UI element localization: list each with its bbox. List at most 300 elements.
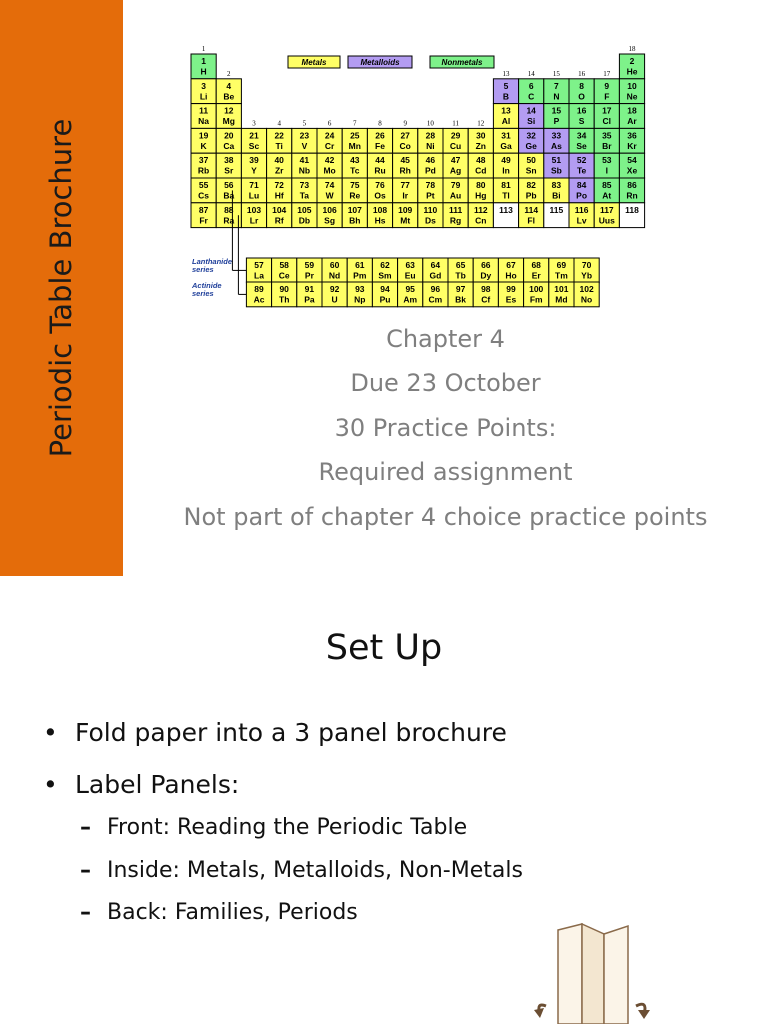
atomic-number: 64 [430,260,441,270]
element-symbol: Al [501,116,511,127]
element-cell [367,178,392,203]
element-cell [267,203,292,228]
element-cell [297,282,322,307]
element-symbol: Cf [481,294,491,305]
element-cell [393,128,418,153]
element-cell [619,203,644,228]
element-symbol: Fr [199,215,208,226]
element-cell [473,282,498,307]
element-symbol: Mt [400,215,411,226]
element-symbol: Zr [274,165,284,176]
element-symbol: Bk [455,294,467,305]
atomic-number: 6 [528,80,534,91]
element-cell [241,128,266,153]
element-symbol: Pa [304,294,315,305]
atomic-number: 58 [279,260,289,270]
element-symbol: Bi [552,190,561,201]
info-chapter: Chapter 4 [386,325,505,353]
element-cell [569,178,594,203]
element-cell [619,104,644,129]
bullet-text: Fold paper into a 3 panel brochure [75,718,507,747]
atomic-number: 50 [526,155,536,166]
info-due-date: Due 23 October [350,369,541,397]
element-cell [619,54,644,79]
element-cell [342,178,367,203]
element-cell [619,178,644,203]
atomic-number: 56 [224,180,234,190]
element-symbol: Cn [475,215,487,226]
element-symbol: Sn [525,165,537,176]
element-cell [393,178,418,203]
element-cell [367,128,392,153]
element-symbol: Zn [475,140,486,151]
atomic-number: 75 [350,180,360,190]
atomic-number: 65 [455,260,466,270]
element-cell [619,128,644,153]
element-symbol: He [626,66,638,77]
atomic-number: 14 [526,105,536,116]
atomic-number: 98 [481,284,491,294]
element-cell [241,153,266,178]
element-cell [367,203,392,228]
element-cell [292,153,317,178]
element-symbol: Nb [298,165,311,176]
atomic-number: 3 [201,80,206,91]
element-symbol: Ag [449,165,462,176]
sub-symbol: – [80,858,91,883]
atomic-number: 35 [602,130,612,141]
element-cell [367,153,392,178]
element-cell [468,128,493,153]
legend-label: Metals [301,58,327,67]
element-symbol: Se [576,140,587,151]
info-practice-points: 30 Practice Points: [334,414,557,442]
main-element-grid [191,54,645,228]
atomic-number: 12 [224,105,234,116]
element-cell [594,203,619,228]
group-number: 5 [302,119,307,128]
element-cell [246,258,271,283]
atomic-number: 26 [375,130,385,141]
element-cell [191,128,216,153]
atomic-number: 73 [299,180,310,190]
atomic-number: 112 [473,204,488,215]
element-cell [544,203,569,228]
atomic-number: 31 [501,130,511,141]
legend-item [348,56,412,68]
element-cell [594,79,619,104]
element-symbol: Lv [576,215,587,226]
group-number: 17 [603,69,611,78]
atomic-number: 103 [246,204,262,215]
element-cell [342,153,367,178]
element-symbol: K [200,140,207,151]
atomic-number: 53 [602,155,612,166]
atomic-number: 68 [531,260,541,270]
element-cell [493,203,518,228]
atomic-number: 109 [398,204,413,215]
element-cell [493,178,518,203]
element-cell [549,282,574,307]
group-number: 7 [353,119,357,128]
title-sidebar [0,0,123,576]
atomic-number: 4 [226,80,232,91]
element-cell [317,153,342,178]
element-cell [398,258,423,283]
element-cell [443,203,468,228]
element-cell [398,282,423,307]
bullet-item [43,718,507,747]
atomic-number: 43 [350,155,360,166]
element-symbol: Db [298,215,311,226]
element-symbol: Fl [527,215,535,226]
atomic-number: 39 [249,155,259,166]
atomic-number: 101 [554,284,569,294]
sub-text: Back: Families, Periods [107,900,358,925]
atomic-number: 84 [576,180,587,190]
element-cell [191,54,216,79]
element-cell [524,258,549,283]
atomic-number: 116 [574,204,589,215]
atomic-number: 81 [501,180,511,190]
bullet-text: Label Panels: [75,770,240,799]
element-cell [317,203,342,228]
atomic-number: 60 [329,260,340,270]
element-cell [493,153,518,178]
atomic-number: 69 [556,260,567,270]
element-cell [524,282,549,307]
atomic-number: 48 [476,155,486,166]
element-cell [594,128,619,153]
element-symbol: Ti [275,140,283,151]
element-cell [423,282,448,307]
element-symbol: O [578,91,585,102]
element-cell [544,104,569,129]
element-symbol: Cr [324,140,335,151]
atomic-number: 7 [554,80,559,91]
element-symbol: U [331,294,338,305]
element-symbol: Cs [198,190,210,201]
element-cell [216,128,241,153]
group-number: 14 [527,69,535,78]
element-symbol: Li [199,91,208,102]
info-not-part-of-choice: Not part of chapter 4 choice practice points [183,503,708,531]
atomic-number: 93 [355,284,365,294]
element-symbol: H [200,66,207,77]
bullet-symbol: • [43,718,58,747]
atomic-number: 105 [297,204,312,215]
element-symbol: Hs [374,215,386,226]
group-number: 4 [277,119,281,128]
atomic-number: 83 [551,180,562,190]
element-cell [519,104,544,129]
atomic-number: 52 [576,155,587,166]
trifold-brochure-icon [524,922,654,1024]
element-cell [372,282,397,307]
element-symbol: W [325,190,334,201]
element-cell [448,258,473,283]
element-symbol: Tl [502,190,510,201]
atomic-number: 33 [551,130,562,141]
element-symbol: Sb [550,165,562,176]
element-symbol: Ge [525,140,537,151]
atomic-number: 80 [476,180,486,190]
element-symbol: At [602,190,612,201]
legend [288,56,494,68]
element-symbol: In [502,165,510,176]
element-cell [519,153,544,178]
atomic-number: 113 [499,204,513,215]
element-symbol: Ds [424,215,436,226]
element-symbol: Cm [428,294,443,305]
element-cell [267,128,292,153]
element-symbol: Ru [374,165,386,176]
element-cell [418,203,443,228]
element-symbol: Xe [626,165,638,176]
element-symbol: Tb [455,270,466,281]
atomic-number: 82 [526,180,536,190]
element-symbol: Ne [626,91,638,102]
group-number: 11 [452,119,459,128]
element-cell [544,178,569,203]
legend-item [430,56,494,68]
legend-label: Nonmetals [441,58,483,67]
element-cell [292,178,317,203]
element-symbol: Pt [426,190,435,201]
atomic-number: 76 [375,180,385,190]
element-symbol: Tc [350,165,360,176]
element-cell [342,203,367,228]
element-cell [544,153,569,178]
element-cell [216,153,241,178]
element-symbol: Np [354,294,366,305]
element-cell [594,178,619,203]
sub-text: Front: Reading the Periodic Table [107,815,468,840]
atomic-number: 44 [375,155,385,166]
element-symbol: C [528,91,535,102]
atomic-number: 117 [599,204,614,215]
element-symbol: Pd [424,165,436,176]
element-cell [317,178,342,203]
element-cell [549,258,574,283]
atomic-number: 55 [198,180,209,190]
slide-set-up [0,600,768,1024]
atomic-number: 61 [355,260,365,270]
element-symbol: Bh [349,215,361,226]
element-symbol: Uus [598,215,615,226]
bullet-item [43,770,239,799]
atomic-number: 19 [198,130,209,141]
group-number: 2 [227,69,231,78]
element-symbol: Po [576,190,588,201]
element-cell [468,153,493,178]
info-required: Required assignment [318,458,573,486]
series-label: series [192,265,214,274]
element-symbol: Md [555,294,568,305]
element-cell [216,178,241,203]
atomic-number: 8 [579,80,584,91]
element-cell [191,153,216,178]
atomic-number: 96 [430,284,441,294]
element-cell [418,128,443,153]
element-symbol: Sg [324,215,336,226]
element-symbol: Ba [223,190,235,201]
atomic-number: 79 [450,180,461,190]
element-symbol: No [580,294,593,305]
element-symbol: Tm [555,270,568,281]
group-number: 3 [252,119,256,128]
f-block-grid [246,258,599,307]
group-number: 15 [552,69,560,78]
element-symbol: Sm [378,270,392,281]
element-symbol: Na [198,116,210,127]
atomic-number: 100 [529,284,544,294]
element-symbol: Th [279,294,290,305]
atomic-number: 40 [274,155,284,166]
element-symbol: Pu [379,294,391,305]
element-cell [216,203,241,228]
element-cell [594,104,619,129]
element-symbol: Br [602,140,612,151]
element-cell [493,79,518,104]
element-cell [267,178,292,203]
element-symbol: Gd [429,270,442,281]
atomic-number: 78 [425,180,436,190]
atomic-number: 25 [350,130,360,141]
atomic-number: 29 [450,130,461,141]
element-symbol: Fe [375,140,385,151]
element-symbol: Er [531,270,541,281]
atomic-number: 45 [400,155,410,166]
slide-title: Set Up [325,628,443,668]
element-symbol: N [553,91,560,102]
periodic-table-image [160,40,680,315]
element-cell [423,258,448,283]
element-symbol: Yb [581,270,593,281]
atomic-number: 16 [576,105,587,116]
atomic-number: 85 [602,180,612,190]
element-symbol: Eu [404,270,416,281]
atomic-number: 15 [551,105,562,116]
atomic-number: 57 [254,260,264,270]
atomic-number: 49 [501,155,511,166]
element-symbol: Rh [399,165,411,176]
element-cell [241,178,266,203]
atomic-number: 9 [604,80,610,91]
atomic-number: 41 [299,155,310,166]
atomic-number: 54 [627,155,637,166]
element-cell [272,258,297,283]
element-symbol: Mn [348,140,361,151]
element-cell [292,128,317,153]
group-number: 16 [578,69,586,78]
element-cell [569,203,594,228]
atomic-number: 97 [455,284,466,294]
element-symbol: Re [349,190,361,201]
element-cell [443,178,468,203]
element-symbol: Kr [627,140,637,151]
atomic-number: 13 [501,105,511,116]
series-label: Lanthanide [192,257,233,266]
element-cell [569,104,594,129]
group-number: 18 [628,45,636,53]
sub-symbol: – [80,815,91,840]
element-symbol: Te [576,165,587,176]
element-symbol: Pm [353,270,367,281]
element-cell [443,128,468,153]
element-cell [473,258,498,283]
group-number: 10 [426,119,434,128]
element-symbol: Rf [274,215,284,226]
atomic-number: 92 [329,284,340,294]
element-symbol: F [604,91,610,102]
group-number: 8 [378,119,382,128]
element-symbol: Am [403,294,418,305]
element-symbol: Be [223,91,235,102]
atomic-number: 46 [425,155,436,166]
element-symbol: Ra [223,215,235,226]
element-symbol: Ta [299,190,310,201]
element-symbol: Os [374,190,386,201]
element-symbol: Pr [304,270,314,281]
element-symbol: Rg [449,215,462,226]
element-symbol: Cu [449,140,462,151]
atomic-number: 70 [581,260,592,270]
bullet-symbol: • [43,770,58,799]
element-symbol: La [254,270,264,281]
element-symbol: Ni [426,140,435,151]
atomic-number: 67 [506,260,516,270]
element-cell [544,128,569,153]
atomic-number: 51 [551,155,562,166]
atomic-number: 90 [279,284,289,294]
atomic-number: 34 [576,130,587,141]
legend-label: Metalloids [360,58,400,67]
sub-item [80,858,523,883]
element-cell [493,104,518,129]
atomic-number: 106 [322,204,337,215]
atomic-number: 24 [324,130,335,141]
element-cell [569,79,594,104]
atomic-number: 88 [224,204,234,215]
element-symbol: Si [527,116,536,127]
element-symbol: S [578,116,585,127]
atomic-number: 72 [274,180,284,190]
element-cell [342,128,367,153]
element-symbol: Fm [529,294,543,305]
atomic-number: 1 [201,56,206,66]
group-number: 9 [403,119,407,128]
series-label: series [192,289,214,298]
group-number: 12 [477,119,485,128]
element-cell [569,128,594,153]
element-cell [544,79,569,104]
atomic-number: 42 [324,155,335,166]
element-cell [619,79,644,104]
atomic-number: 62 [380,260,390,270]
atomic-number: 32 [526,130,536,141]
element-cell [347,282,372,307]
element-symbol: Mo [323,165,336,176]
atomic-number: 114 [524,204,539,215]
element-symbol: Es [505,294,517,305]
group-number: 1 [201,45,206,53]
element-symbol: Sr [224,165,234,176]
element-cell [322,258,347,283]
element-cell [418,153,443,178]
atomic-number: 115 [549,204,564,215]
atomic-number: 59 [304,260,315,270]
